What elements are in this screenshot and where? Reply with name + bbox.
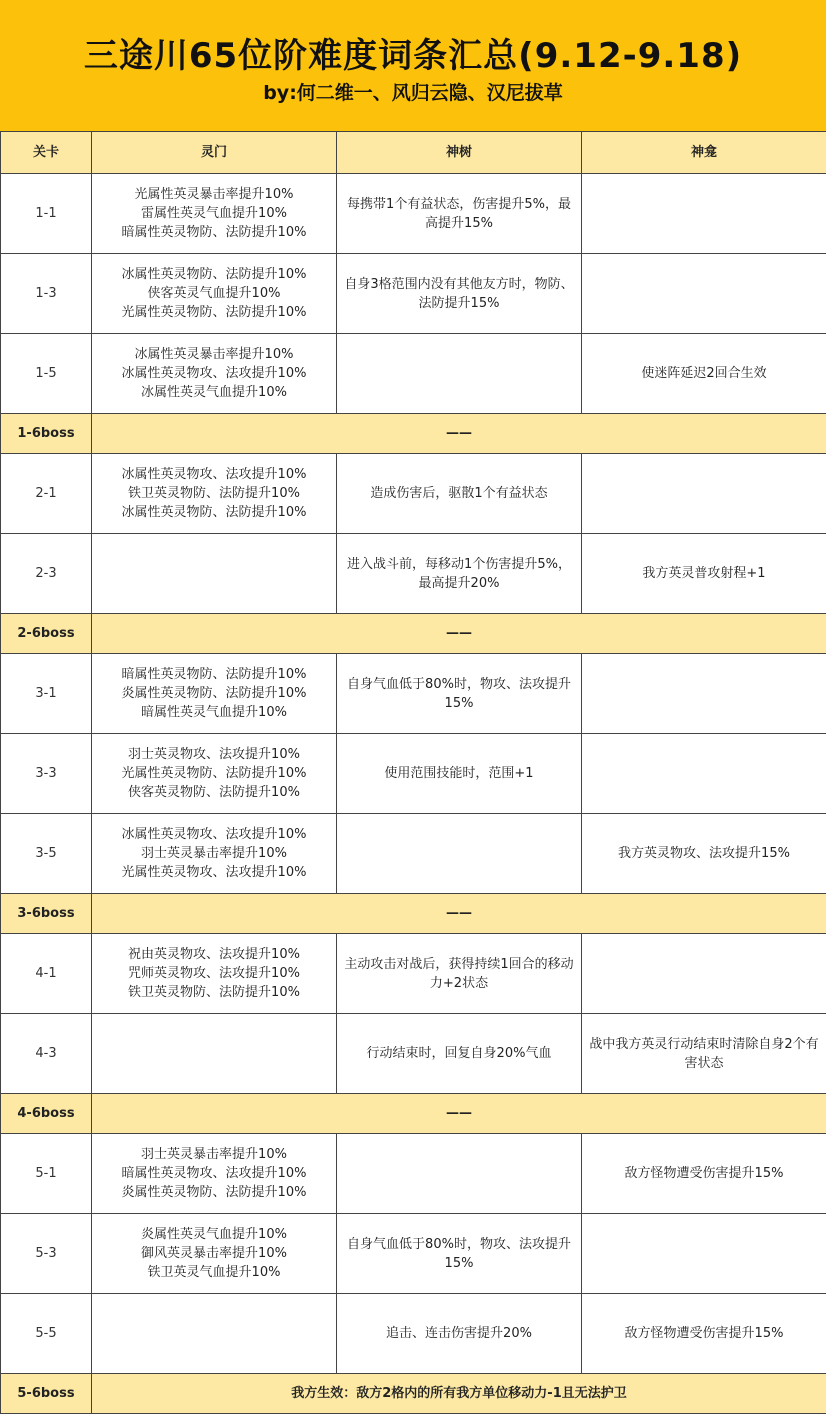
table-row [1, 1214, 826, 1294]
table-row [1, 734, 826, 814]
lingmen-affix: 光属性英灵物防、法防提升10% [98, 303, 330, 322]
table-row [1, 334, 826, 414]
affix-table [0, 131, 826, 1414]
shenshu-cell [337, 334, 582, 414]
stage-cell: 5-1 [1, 1134, 92, 1214]
column-header-stage: 关卡 [1, 132, 92, 174]
shenkan-cell [582, 654, 826, 734]
lingmen-cell [92, 254, 337, 334]
lingmen-affix: 侠客英灵气血提升10% [98, 284, 330, 303]
stage-cell: 5-3 [1, 1214, 92, 1294]
stage-cell: 4-6boss [1, 1094, 92, 1134]
table-row [1, 1134, 826, 1214]
table-row [1, 1294, 826, 1374]
boss-row [1, 894, 826, 934]
lingmen-affix: 炎属性英灵物防、法防提升10% [98, 1183, 330, 1202]
lingmen-affix: 雷属性英灵气血提升10% [98, 204, 330, 223]
lingmen-affix: 咒师英灵物攻、法攻提升10% [98, 964, 330, 983]
table-body [1, 174, 826, 1414]
stage-cell: 2-1 [1, 454, 92, 534]
lingmen-affix: 冰属性英灵暴击率提升10% [98, 345, 330, 364]
lingmen-affix: 光属性英灵物防、法防提升10% [98, 764, 330, 783]
lingmen-affix: 冰属性英灵物攻、法攻提升10% [98, 364, 330, 383]
stage-cell: 1-3 [1, 254, 92, 334]
stage-cell: 4-1 [1, 934, 92, 1014]
boss-effect-cell: —— [92, 894, 826, 934]
boss-row [1, 1094, 826, 1134]
boss-effect-cell: 我方生效：敌方2格内的所有我方单位移动力-1且无法护卫 [92, 1374, 826, 1414]
shenshu-cell [337, 814, 582, 894]
lingmen-cell [92, 1134, 337, 1214]
stage-cell: 3-3 [1, 734, 92, 814]
lingmen-cell [92, 174, 337, 254]
lingmen-affix: 羽士英灵暴击率提升10% [98, 1145, 330, 1164]
stage-cell: 1-6boss [1, 414, 92, 454]
shenshu-cell: 自身3格范围内没有其他友方时，物防、法防提升15% [337, 254, 582, 334]
table-row [1, 174, 826, 254]
page-header [0, 0, 826, 131]
page-title: 三途川65位阶难度词条汇总(9.12-9.18) [0, 28, 826, 77]
lingmen-cell [92, 334, 337, 414]
boss-row [1, 614, 826, 654]
shenshu-cell: 自身气血低于80%时，物攻、法攻提升15% [337, 654, 582, 734]
shenkan-cell: 我方英灵普攻射程+1 [582, 534, 826, 614]
shenshu-cell: 每携带1个有益状态，伤害提升5%，最高提升15% [337, 174, 582, 254]
lingmen-affix: 光属性英灵暴击率提升10% [98, 185, 330, 204]
shenkan-cell [582, 734, 826, 814]
lingmen-affix: 羽士英灵物攻、法攻提升10% [98, 745, 330, 764]
lingmen-affix: 铁卫英灵物防、法防提升10% [98, 484, 330, 503]
stage-cell: 2-6boss [1, 614, 92, 654]
shenkan-cell: 敌方怪物遭受伤害提升15% [582, 1294, 826, 1374]
shenshu-cell: 进入战斗前，每移动1个伤害提升5%，最高提升20% [337, 534, 582, 614]
lingmen-cell [92, 454, 337, 534]
shenshu-cell: 行动结束时，回复自身20%气血 [337, 1014, 582, 1094]
boss-row [1, 414, 826, 454]
column-header-shenshu: 神树 [337, 132, 582, 174]
lingmen-affix: 光属性英灵物攻、法攻提升10% [98, 863, 330, 882]
lingmen-affix: 炎属性英灵物防、法防提升10% [98, 684, 330, 703]
shenkan-cell [582, 1214, 826, 1294]
lingmen-cell [92, 1014, 337, 1094]
table-row [1, 934, 826, 1014]
shenkan-cell [582, 454, 826, 534]
lingmen-affix: 侠客英灵物防、法防提升10% [98, 783, 330, 802]
stage-cell: 3-6boss [1, 894, 92, 934]
page-subtitle: by:何二维一、风归云隐、汉尼拔草 [0, 78, 826, 105]
lingmen-affix: 祝由英灵物攻、法攻提升10% [98, 945, 330, 964]
shenkan-cell: 战中我方英灵行动结束时清除自身2个有害状态 [582, 1014, 826, 1094]
column-header-shenkan: 神龛 [582, 132, 826, 174]
lingmen-cell [92, 934, 337, 1014]
lingmen-affix: 冰属性英灵气血提升10% [98, 383, 330, 402]
lingmen-affix: 铁卫英灵物防、法防提升10% [98, 983, 330, 1002]
table-row [1, 1014, 826, 1094]
lingmen-cell [92, 1294, 337, 1374]
lingmen-cell [92, 534, 337, 614]
boss-effect-cell: —— [92, 614, 826, 654]
stage-cell: 2-3 [1, 534, 92, 614]
table-row [1, 454, 826, 534]
shenshu-cell: 造成伤害后，驱散1个有益状态 [337, 454, 582, 534]
shenkan-cell: 使迷阵延迟2回合生效 [582, 334, 826, 414]
table-row [1, 814, 826, 894]
shenkan-cell [582, 254, 826, 334]
lingmen-affix: 羽士英灵暴击率提升10% [98, 844, 330, 863]
lingmen-affix: 铁卫英灵气血提升10% [98, 1263, 330, 1282]
stage-cell: 3-1 [1, 654, 92, 734]
lingmen-affix: 暗属性英灵物攻、法攻提升10% [98, 1164, 330, 1183]
lingmen-cell [92, 654, 337, 734]
lingmen-affix: 炎属性英灵气血提升10% [98, 1225, 330, 1244]
stage-cell: 1-1 [1, 174, 92, 254]
stage-cell: 5-5 [1, 1294, 92, 1374]
lingmen-cell [92, 734, 337, 814]
table-row [1, 654, 826, 734]
table-header-row [1, 132, 826, 174]
shenshu-cell: 主动攻击对战后，获得持续1回合的移动力+2状态 [337, 934, 582, 1014]
stage-cell: 1-5 [1, 334, 92, 414]
stage-cell: 5-6boss [1, 1374, 92, 1414]
lingmen-affix: 暗属性英灵物防、法防提升10% [98, 665, 330, 684]
shenkan-cell [582, 934, 826, 1014]
boss-effect-cell: —— [92, 414, 826, 454]
boss-effect-cell: —— [92, 1094, 826, 1134]
lingmen-cell [92, 1214, 337, 1294]
shenshu-cell: 追击、连击伤害提升20% [337, 1294, 582, 1374]
lingmen-cell [92, 814, 337, 894]
table-row [1, 534, 826, 614]
stage-cell: 3-5 [1, 814, 92, 894]
lingmen-affix: 御风英灵暴击率提升10% [98, 1244, 330, 1263]
shenshu-cell [337, 1134, 582, 1214]
lingmen-affix: 暗属性英灵物防、法防提升10% [98, 223, 330, 242]
shenkan-cell: 敌方怪物遭受伤害提升15% [582, 1134, 826, 1214]
boss-row [1, 1374, 826, 1414]
lingmen-affix: 冰属性英灵物攻、法攻提升10% [98, 465, 330, 484]
lingmen-affix: 暗属性英灵气血提升10% [98, 703, 330, 722]
lingmen-affix: 冰属性英灵物攻、法攻提升10% [98, 825, 330, 844]
column-header-lingmen: 灵门 [92, 132, 337, 174]
table-row [1, 254, 826, 334]
lingmen-affix: 冰属性英灵物防、法防提升10% [98, 265, 330, 284]
stage-cell: 4-3 [1, 1014, 92, 1094]
shenshu-cell: 使用范围技能时，范围+1 [337, 734, 582, 814]
shenkan-cell: 我方英灵物攻、法攻提升15% [582, 814, 826, 894]
shenshu-cell: 自身气血低于80%时，物攻、法攻提升15% [337, 1214, 582, 1294]
lingmen-affix: 冰属性英灵物防、法防提升10% [98, 503, 330, 522]
shenkan-cell [582, 174, 826, 254]
